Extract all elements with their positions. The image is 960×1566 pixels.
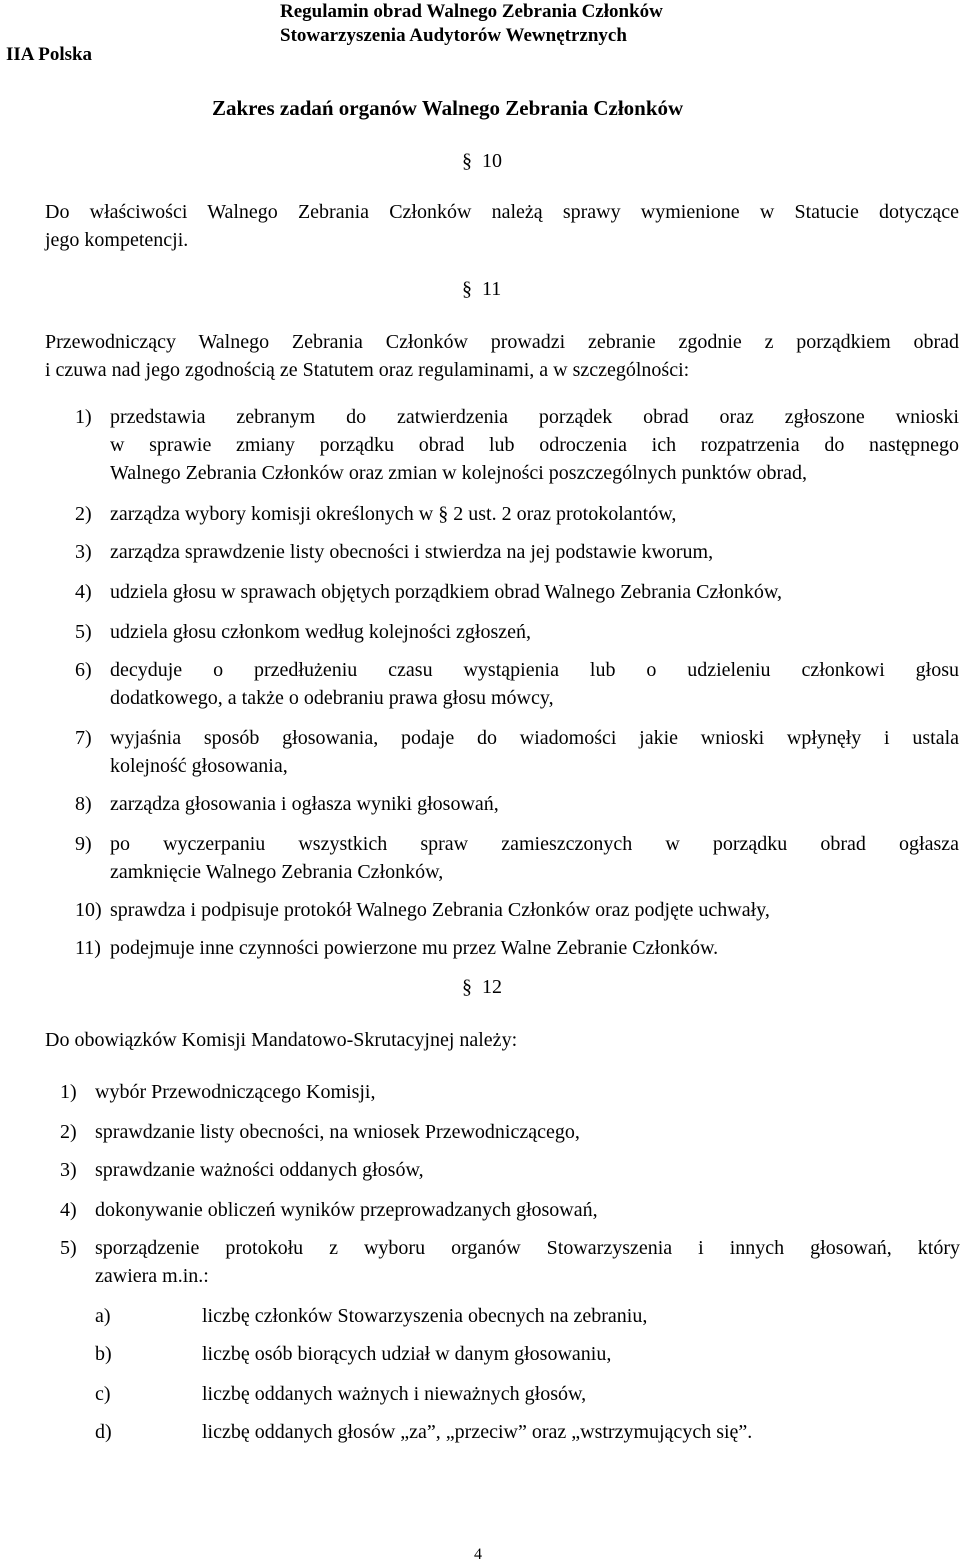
list-item-line: podejmuje inne czynności powierzone mu przez Walne Zebranie Członków. (110, 937, 719, 959)
section-10-line2: jego kompetencji. (45, 229, 189, 251)
header-title-line2: Stowarzyszenia Audytorów Wewnętrznych (280, 25, 627, 46)
list-item-line: zarządza wybory komisji określonych w § 2 ust. 2 oraz protokolantów, (110, 503, 677, 525)
list-item-line: udziela głosu w sprawach objętych porządkiem obrad Walnego Zebrania Członków, (110, 581, 783, 603)
list-item (60, 1234, 960, 1290)
list-item-line: sprawdzanie listy obecności, na wniosek Przewodniczącego, (95, 1121, 580, 1143)
sub-list-item (95, 1418, 895, 1446)
section-symbol: § (462, 150, 472, 172)
sub-list-letter: b) (95, 1343, 112, 1365)
header-title (280, 0, 663, 48)
list-item-line: sprawdzanie ważności oddanych głosów, (95, 1159, 424, 1181)
list-item (75, 500, 959, 528)
sub-list-text: liczbę członków Stowarzyszenia obecnych na zebraniu, (202, 1305, 648, 1327)
section-10-heading (462, 150, 502, 173)
section-10-line1: Do właściwości Walnego Zebrania Członków należą sprawy wymienione w Statucie dotyczące (45, 201, 959, 223)
list-item-line: wybór Przewodniczącego Komisji, (95, 1081, 376, 1103)
list-item (60, 1118, 960, 1146)
list-item (60, 1196, 960, 1224)
list-item-number: 3) (75, 541, 92, 563)
sub-list-text: liczbę oddanych ważnych i nieważnych głosów, (202, 1383, 587, 1405)
list-item-line: w sprawie zmiany porządku obrad lub odroczenia ich rozpatrzenia do następnego (110, 434, 959, 456)
section-10-number: 10 (482, 150, 502, 172)
section-11-heading (462, 278, 501, 301)
section-11-intro-line1: Przewodniczący Walnego Zebrania Członków prowadzi zebranie zgodnie z porządkiem obrad (45, 331, 959, 353)
list-item-number: 10) (75, 899, 102, 921)
list-item-text (110, 896, 959, 924)
sub-list-item (95, 1302, 895, 1330)
section-12-intro: Do obowiązków Komisji Mandatowo-Skrutacyjnej należy: (45, 1029, 518, 1051)
list-item-text (110, 403, 959, 487)
list-item-number: 4) (60, 1199, 77, 1221)
list-item-line: zarządza głosowania i ogłasza wyniki głosowań, (110, 793, 499, 815)
list-item-line: wyjaśnia sposób głosowania, podaje do wiadomości jakie wnioski wpłynęły i ustala (110, 727, 959, 749)
list-item-number: 1) (60, 1081, 77, 1103)
list-item-number: 1) (75, 406, 92, 428)
list-item-number: 8) (75, 793, 92, 815)
list-item (75, 656, 959, 712)
list-item-line: zamknięcie Walnego Zebrania Członków, (110, 861, 444, 883)
list-item-number: 4) (75, 581, 92, 603)
list-item-line: zarządza sprawdzenie listy obecności i stwierdza na jej podstawie kworum, (110, 541, 714, 563)
list-item-line: sporządzenie protokołu z wyboru organów Stowarzyszenia i innych głosowań, który (95, 1237, 960, 1259)
list-item-number: 11) (75, 937, 101, 959)
list-item-text (110, 500, 959, 528)
list-item-text (95, 1118, 960, 1146)
list-item (60, 1078, 960, 1106)
sub-list-text: liczbę osób biorących udział w danym głosowaniu, (202, 1343, 612, 1365)
list-item (75, 578, 959, 606)
list-item-text (110, 830, 959, 886)
sub-list-letter: c) (95, 1383, 111, 1405)
sub-list-letter: a) (95, 1305, 111, 1327)
list-item-line: dokonywanie obliczeń wyników przeprowadzanych głosowań, (95, 1199, 598, 1221)
list-item-line: decyduje o przedłużeniu czasu wystąpienia lub o udzieleniu członkowi głosu (110, 659, 959, 681)
list-item-number: 9) (75, 833, 92, 855)
list-item (75, 538, 959, 566)
list-item-text (110, 656, 959, 712)
list-item-line: udziela głosu członkom według kolejności zgłoszeń, (110, 621, 532, 643)
section-10-text (45, 198, 959, 254)
list-item (75, 618, 959, 646)
document-title: Zakres zadań organów Walnego Zebrania Członków (212, 96, 684, 120)
list-item-line: po wyczerpaniu wszystkich spraw zamieszczonych w porządku obrad ogłasza (110, 833, 959, 855)
list-item (75, 790, 959, 818)
list-item-text (110, 538, 959, 566)
list-item-number: 5) (75, 621, 92, 643)
list-item-line: Walnego Zebrania Członków oraz zmian w kolejności poszczególnych punktów obrad, (110, 462, 808, 484)
list-item-text (110, 618, 959, 646)
list-item-number: 7) (75, 727, 92, 749)
list-item (75, 896, 959, 924)
list-item (75, 403, 959, 487)
sub-list-item (95, 1340, 895, 1368)
sub-list-letter: d) (95, 1421, 112, 1443)
section-11-intro-line2: i czuwa nad jego zgodnością ze Statutem oraz regulaminami, a w szczególności: (45, 359, 690, 381)
list-item (75, 830, 959, 886)
list-item-text (110, 790, 959, 818)
list-item-line: zawiera m.in.: (95, 1265, 209, 1287)
list-item-line: dodatkowego, a także o odebraniu prawa głosu mówcy, (110, 687, 554, 709)
list-item-text (110, 578, 959, 606)
list-item-line: sprawdza i podpisuje protokół Walnego Zebrania Członków oraz podjęte uchwały, (110, 899, 770, 921)
sub-list-item (95, 1380, 895, 1408)
section-11-intro (45, 328, 959, 384)
section-symbol: § (462, 976, 472, 998)
header-org: IIA Polska (6, 44, 93, 65)
header-title-line1: Regulamin obrad Walnego Zebrania Członków (280, 1, 663, 22)
list-item-line: przedstawia zebranym do zatwierdzenia porządek obrad oraz zgłoszone wnioski (110, 406, 959, 428)
section-12-heading (462, 976, 502, 999)
list-item-number: 3) (60, 1159, 77, 1181)
list-item-text (110, 724, 959, 780)
list-item (75, 724, 959, 780)
list-item (75, 934, 959, 962)
section-12-number: 12 (482, 976, 502, 998)
list-item-text (95, 1234, 960, 1290)
list-item-text (95, 1156, 960, 1184)
list-item-number: 2) (60, 1121, 77, 1143)
section-symbol: § (462, 278, 472, 300)
page-number: 4 (474, 1546, 482, 1563)
list-item-number: 6) (75, 659, 92, 681)
list-item-text (95, 1078, 960, 1106)
section-11-number: 11 (482, 278, 502, 300)
list-item-text (110, 934, 959, 962)
list-item-number: 5) (60, 1237, 77, 1259)
list-item-number: 2) (75, 503, 92, 525)
list-item-text (95, 1196, 960, 1224)
sub-list-text: liczbę oddanych głosów „za”, „przeciw” oraz „wstrzymujących się”. (202, 1421, 753, 1443)
list-item (60, 1156, 960, 1184)
list-item-line: kolejność głosowania, (110, 755, 288, 777)
page-header (0, 0, 960, 78)
